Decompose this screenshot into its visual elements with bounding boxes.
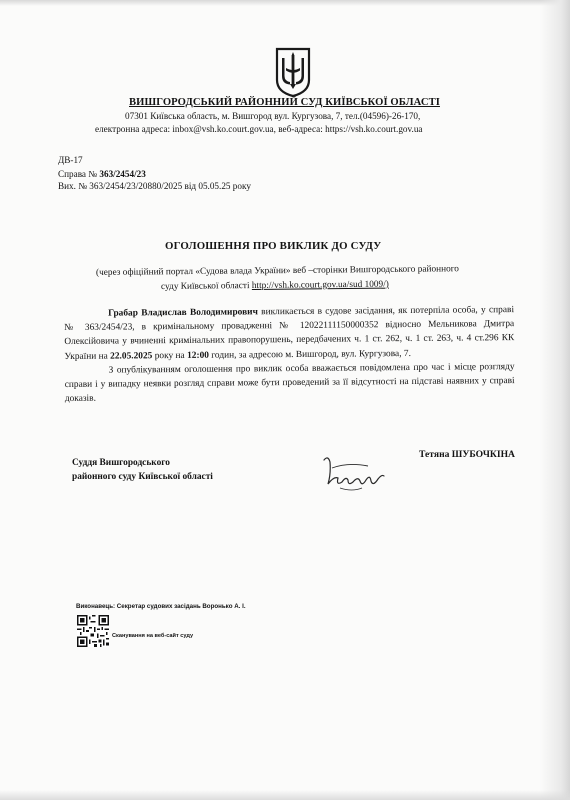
- court-address: 07301 Київська область, м. Вишгород вул. Кургузова, 7, тел.(04596)-26-170,: [125, 111, 421, 121]
- executor-line: Виконавець: Секретар судових засідань Воронько А. І.: [76, 603, 246, 610]
- form-code: ДВ-17: [58, 155, 83, 165]
- court-contacts: електронна адреса: inbox@vsh.ko.court.gov.ua, веб-адреса: https://vsh.ko.court.gov.ua: [95, 124, 423, 134]
- summons-paragraph: [64, 303, 514, 364]
- scan-edge-bottom: [0, 790, 570, 800]
- qr-code-icon[interactable]: [77, 615, 109, 647]
- qr-caption: Сканування на веб-сайт суду: [112, 633, 194, 639]
- judge-title-line1: Суддя Вишгородського: [72, 458, 170, 468]
- handwritten-signature: [318, 452, 398, 496]
- summons-text-c: годин, за адресою м. Вишгород, вул. Кургузова, 7.: [208, 348, 411, 361]
- notice-body: [64, 303, 515, 406]
- scan-edge-top: [0, 0, 570, 6]
- summons-text-a: викликається в судове засідання, як потерпіла особа, у справі № 363/2454/23, в кримінальному провадженні № 12022111150000352 відносно Мельникова Дмитра Олексійовича у вчиненні кримінальних правопорушень, передбачених ч. 1 ст. 262, ч. 1 ст. 263, ч. 4 ст.296 КК України на: [64, 305, 515, 362]
- case-number: 363/2454/23: [99, 169, 146, 179]
- court-name: ВИШГОРОДСЬКИЙ РАЙОННИЙ СУД КИЇВСЬКОЇ ОБЛАСТІ: [129, 97, 440, 108]
- scan-edge-right: [540, 0, 570, 800]
- hearing-date: 22.05.2025: [110, 350, 153, 362]
- case-label: Справа №: [58, 169, 100, 179]
- coat-of-arms-icon: [274, 46, 312, 98]
- portal-note-line1: (через офіційний портал «Судова влада України» веб –сторінки Вишгородського районного: [95, 264, 459, 278]
- case-reference: [58, 169, 146, 179]
- portal-note-line2: [161, 280, 389, 292]
- outgoing-number: Вих. № 363/2454/23/20880/2025 від 05.05.25 року: [58, 181, 251, 191]
- notification-paragraph: З опублікуванням оголошення про виклик особа вважається повідомлена про час і місце розгляду справи і у випадку неявки розгляд справи може бути проведений за її відсутності на підставі наявних у справі доказів.: [64, 361, 515, 405]
- summoned-person: Грабар Владислав Володимирович: [108, 307, 258, 319]
- notice-title: ОГОЛОШЕННЯ ПРО ВИКЛИК ДО СУДУ: [165, 240, 382, 252]
- portal-link[interactable]: http://vsh.ko.court.gov.ua/sud 1009/): [251, 279, 389, 292]
- portal-note-prefix: суду Київської області: [160, 281, 252, 292]
- judge-name: Тетяна ШУБОЧКІНА: [419, 449, 515, 460]
- summons-text-b: року на: [152, 350, 188, 361]
- judge-title-line2: районного суду Київської області: [72, 472, 213, 482]
- hearing-time: 12:00: [187, 350, 209, 361]
